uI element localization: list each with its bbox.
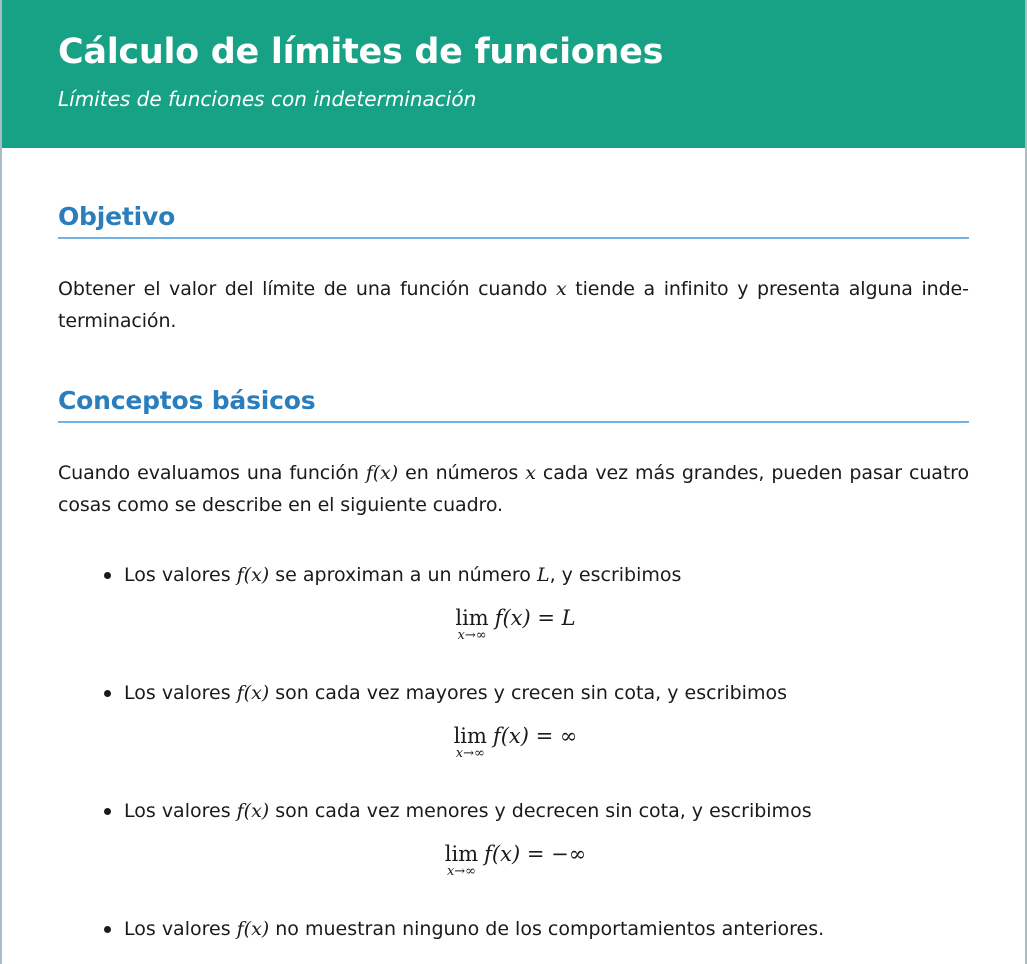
math-variable: x: [525, 462, 536, 484]
formula-expression: f(x) = ∞: [492, 724, 578, 748]
bullet-icon: [104, 690, 111, 697]
formula-display: [124, 827, 969, 913]
limit-formula: [124, 839, 969, 879]
limit-formula: [124, 721, 969, 761]
math-function: f(x): [236, 564, 270, 586]
text: se aproximan a un número: [269, 564, 537, 586]
math-symbol: L: [536, 564, 550, 586]
math-function: f(x): [365, 462, 399, 484]
formula-expression: f(x) = −∞: [484, 842, 587, 866]
list-item: [104, 913, 969, 945]
text: cada vez más grandes, pueden pasar cuatro cosas como se describe en el siguiente cuadro.: [58, 462, 969, 516]
page-subtitle: Límites de funciones con indeterminación: [58, 87, 477, 111]
page-header: [2, 0, 1025, 148]
objective-paragraph: [58, 273, 969, 337]
text: Los valores: [124, 918, 237, 940]
formula-display: [124, 709, 969, 795]
lim-subscript: x→∞: [455, 746, 485, 761]
lim-operator: [455, 603, 489, 643]
lim-subscript: x→∞: [457, 628, 487, 643]
lim-text: lim: [455, 606, 489, 630]
lim-text: lim: [453, 724, 487, 748]
text: Los valores: [124, 564, 237, 586]
section-title-conceptos: Conceptos básicos: [58, 384, 969, 423]
limit-formula: [124, 603, 969, 643]
math-function: f(x): [236, 800, 270, 822]
math-variable: x: [555, 278, 567, 300]
bullet-icon: [104, 572, 111, 579]
text: Obtener el valor del límite de una función cuando: [58, 278, 556, 300]
lim-subscript: x→∞: [446, 864, 476, 879]
list-item: [104, 677, 969, 795]
text: Cuando evaluamos una función: [58, 462, 366, 484]
lim-operator: [453, 721, 487, 761]
page-title: Cálculo de límites de funciones: [58, 32, 664, 72]
bullet-icon: [104, 926, 111, 933]
page-content: [2, 200, 1025, 945]
text: Los valores: [124, 800, 237, 822]
lim-text: lim: [444, 842, 479, 866]
text: tiende a infinito y presenta alguna indeterminación.: [58, 278, 970, 332]
formula-expression: f(x) = L: [494, 606, 576, 630]
text: son cada vez mayores y crecen sin cota, y escribimos: [269, 682, 787, 704]
bullet-icon: [104, 808, 111, 815]
text: en números: [398, 462, 526, 484]
list-item: [104, 795, 969, 913]
text: no muestran ninguno de los comportamientos anteriores.: [269, 918, 825, 940]
concepts-paragraph: [58, 457, 969, 521]
text: son cada vez menores y decrecen sin cota, y escribimos: [269, 800, 812, 822]
math-function: f(x): [236, 682, 270, 704]
formula-display: [124, 591, 969, 677]
text: Los valores: [124, 682, 237, 704]
text: , y escribimos: [549, 564, 682, 586]
math-function: f(x): [236, 918, 270, 940]
lim-operator: [444, 839, 479, 879]
section-title-objetivo: Objetivo: [58, 200, 969, 239]
cases-list: [58, 559, 969, 945]
list-item: [104, 559, 969, 677]
